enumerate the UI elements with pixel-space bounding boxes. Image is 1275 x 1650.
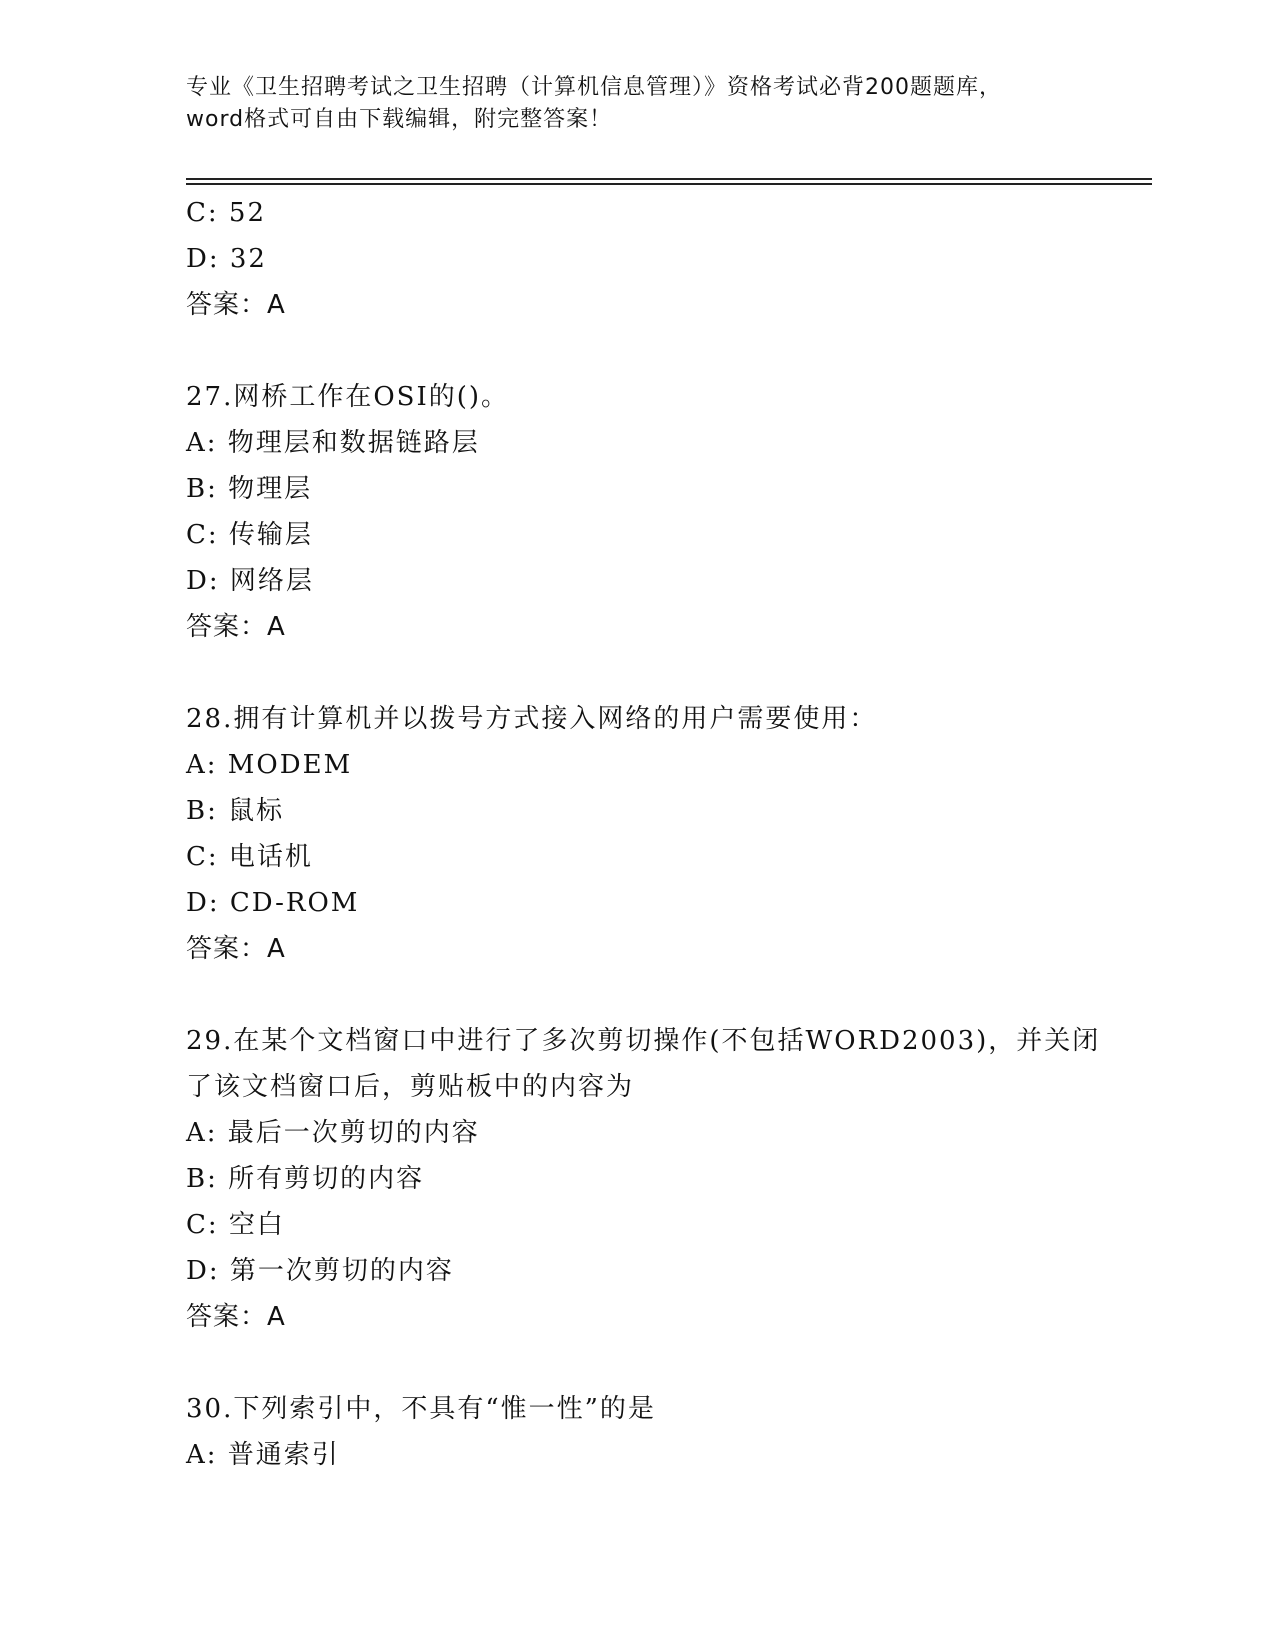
option-d: D: 32 [186, 244, 267, 274]
header-divider-bottom [186, 183, 1152, 185]
question-27-option-b: B: 物理层 [186, 474, 313, 504]
header-title-line-2: word格式可自由下载编辑，附完整答案！ [186, 107, 613, 132]
question-28-option-c: C: 电话机 [186, 842, 313, 872]
question-28-option-a: A: MODEM [186, 750, 353, 780]
header-title-line-1: 专业《卫生招聘考试之卫生招聘（计算机信息管理）》资格考试必背200题题库， [186, 75, 1002, 100]
question-list [186, 190, 1146, 1478]
question-30-option-a: A: 普通索引 [186, 1440, 340, 1470]
question-28-option-d: D: CD-ROM [186, 888, 360, 918]
question-27-text: 27.网桥工作在OSI的()。 [186, 382, 510, 412]
question-28-option-b: B: 鼠标 [186, 796, 285, 826]
header-divider-top [186, 178, 1152, 180]
question-27-option-c: C: 传输层 [186, 520, 313, 550]
option-c: C: 52 [186, 198, 267, 228]
question-29-text-line-1: 29.在某个文档窗口中进行了多次剪切操作(不包括WORD2003)，并关闭 [186, 1026, 1101, 1056]
document-header [186, 72, 1086, 136]
question-27-option-d: D: 网络层 [186, 566, 314, 596]
question-29-option-b: B: 所有剪切的内容 [186, 1164, 425, 1194]
question-30-text: 30.下列索引中，不具有“惟一性”的是 [186, 1394, 656, 1424]
question-28-answer: 答案：A [186, 934, 286, 964]
question-29-text-line-2: 了该文档窗口后，剪贴板中的内容为 [186, 1072, 635, 1102]
question-29-option-c: C: 空白 [186, 1210, 285, 1240]
question-27-option-a: A: 物理层和数据链路层 [186, 428, 480, 458]
question-29-option-a: A: 最后一次剪切的内容 [186, 1118, 480, 1148]
question-28-text: 28.拥有计算机并以拨号方式接入网络的用户需要使用： [186, 704, 878, 734]
answer-line: 答案：A [186, 290, 286, 320]
question-29-option-d: D: 第一次剪切的内容 [186, 1256, 454, 1286]
question-27-answer: 答案：A [186, 612, 286, 642]
question-29-answer: 答案：A [186, 1302, 286, 1332]
